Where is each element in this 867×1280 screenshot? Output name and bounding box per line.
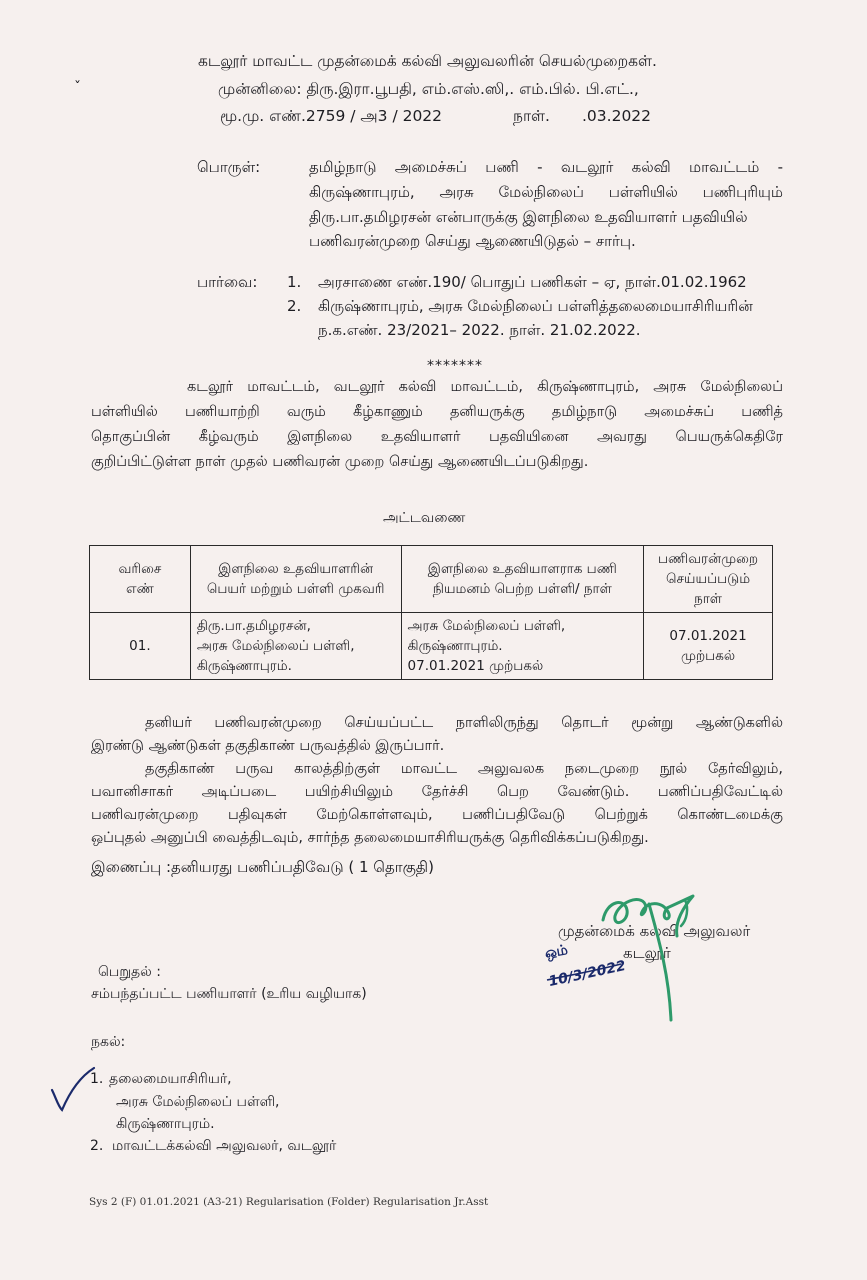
pen-tick-icon xyxy=(48,1064,98,1116)
para3-line: பவானிசாகர் அடிப்படை பயிற்சியிலும் தேர்ச்சி பெற வேண்டும். பணிப்பதிவேட்டில் xyxy=(91,784,783,800)
enclosure-label: இணைப்பு : xyxy=(91,858,172,876)
header-school: இளநிலை உதவியாளராக பணி நியமனம் பெற்ற பள்ளி/ நாள் xyxy=(401,546,644,613)
para2-line: இரண்டு ஆண்டுகள் தகுதிகாண் பருவத்தில் இருப்பார். xyxy=(91,738,445,754)
body-line: பள்ளியில் பணியாற்றி வரும் கீழ்காணும் தனியருக்கு தமிழ்நாடு அமைச்சுப் பணித் xyxy=(91,404,783,420)
copy-line: அரசு மேல்நிலைப் பள்ளி, xyxy=(116,1094,280,1110)
schedule-table xyxy=(89,545,773,680)
para3-line: ஒப்புதல் அனுப்பி வைத்திடவும், சார்ந்த தலைமையாசிரியருக்கு தெரிவிக்கப்படுகிறது. xyxy=(91,830,649,846)
signature-icon xyxy=(585,880,735,1030)
enclosure-text: தனியரது பணிப்பதிவேடு ( 1 தொகுதி) xyxy=(171,858,434,876)
office-title: கடலூர் மாவட்ட முதன்மைக் கல்வி அலுவலரின் செயல்முறைகள். xyxy=(198,52,657,70)
cell-date: 07.01.2021 முற்பகல் xyxy=(644,613,773,680)
header-date: பணிவரன்முறை செய்யப்படும் நாள் xyxy=(644,546,773,613)
reference-line: கிருஷ்ணாபுரம், அரசு மேல்நிலைப் பள்ளித்தலைமையாசிரியரின் xyxy=(318,297,753,315)
header-name: இளநிலை உதவியாளரின் பெயர் மற்றும் பள்ளி முகவரி xyxy=(190,546,401,613)
subject-line: தமிழ்நாடு அமைச்சுப் பணி - வடலூர் கல்வி மாவட்டம் - xyxy=(309,158,783,176)
recipient-text: சம்பந்தப்பட்ட பணியாளர் (உரிய வழியாக) xyxy=(91,986,367,1002)
copy-line: தலைமையாசிரியர், xyxy=(109,1071,232,1087)
para3-line: பணிவரன்முறை பதிவுகள் மேற்கொள்ளவும், பணிப்பதிவேடு பெற்றுக் கொண்டமைக்கு xyxy=(91,807,783,823)
para3-line: தகுதிகாண் பருவ காலத்திற்குள் மாவட்ட அலுவலக நடைமுறை நூல் தேர்விலும், xyxy=(145,761,783,777)
cell-school: அரசு மேல்நிலைப் பள்ளி, கிருஷ்ணாபுரம். 07.01.2021 முற்பகல் xyxy=(401,613,644,680)
subject-label: பொருள்: xyxy=(197,158,261,176)
handwritten-date: 10/3/2022 xyxy=(547,958,628,990)
copy-label: நகல்: xyxy=(91,1034,126,1050)
body-line: குறிப்பிட்டுள்ள நாள் முதல் பணிவரன் முறை செய்து ஆணையிடப்படுகிறது. xyxy=(91,454,589,470)
table-header-row xyxy=(90,546,773,613)
separator: ******* xyxy=(427,358,483,374)
copy-num: 1. xyxy=(90,1071,104,1087)
para2-line: தனியர் பணிவரன்முறை செய்யப்பட்ட நாளிலிருந்து தொடர் மூன்று ஆண்டுகளில் xyxy=(145,715,783,731)
reference-num: 2. xyxy=(287,297,302,315)
date-underline-icon xyxy=(545,958,628,998)
copy-line: கிருஷ்ணாபுரம். xyxy=(116,1116,215,1132)
reference-line: அரசாணை எண்.190/ பொதுப் பணிகள் – ஏ, நாள்.01.02.1962 xyxy=(318,273,747,291)
body-line: தொகுப்பின் கீழ்வரும் இளநிலை உதவியாளர் பதவியினை அவரது பெயருக்கெதிரே xyxy=(91,429,783,445)
footer-file-path: Sys 2 (F) 01.01.2021 (A3-21) Regularisation (Folder) Regularisation Jr.Asst xyxy=(89,1196,489,1208)
subject-line: பணிவரன்முறை செய்து ஆணையிடுதல் – சார்பு. xyxy=(309,232,636,250)
reference-line: ந.க.எண். 23/2021– 2022. நாள். 21.02.2022. xyxy=(318,321,641,339)
date-value: .03.2022 xyxy=(582,107,652,125)
copy-line: மாவட்டக்கல்வி அலுவலர், வடலூர் xyxy=(112,1138,337,1154)
body-line: கடலூர் மாவட்டம், வடலூர் கல்வி மாவட்டம், கிருஷ்ணாபுரம், அரசு மேல்நிலைப் xyxy=(187,379,783,395)
reference-label: பார்வை: xyxy=(197,273,258,291)
date-label: நாள். xyxy=(513,107,550,125)
cell-serial: 01. xyxy=(90,613,191,680)
recipient-label: பெறுதல் : xyxy=(98,964,161,980)
reference-number: மூ.மு. எண்.2759 / அ3 / 2022 xyxy=(220,107,443,125)
presence-line: முன்னிலை: திரு.இரா.பூபதி, எம்.எஸ்.ஸி,. எம்.பில். பி.எட்., xyxy=(218,80,639,98)
table-row xyxy=(90,613,773,680)
signatory-place: கடலூர் xyxy=(623,944,671,962)
reference-num: 1. xyxy=(287,273,302,291)
signatory-title: முதன்மைக் கல்வி அலுவலர் xyxy=(558,922,751,940)
schedule-title: அட்டவணை xyxy=(383,510,466,526)
copy-num: 2. xyxy=(90,1138,104,1154)
header-serial: வரிசை எண் xyxy=(90,546,191,613)
cell-name: திரு.பா.தமிழரசன், அரசு மேல்நிலைப் பள்ளி, கிருஷ்ணாபுரம். xyxy=(190,613,401,680)
subject-line: கிருஷ்ணாபுரம், அரசு மேல்நிலைப் பள்ளியில் பணிபுரியும் xyxy=(309,183,783,201)
subject-line: திரு.பா.தமிழரசன் என்பாருக்கு இளநிலை உதவியாளர் பதவியில் xyxy=(309,208,748,226)
stray-mark: ˇ xyxy=(74,80,81,96)
handwritten-initial: ஒம் xyxy=(543,942,570,962)
